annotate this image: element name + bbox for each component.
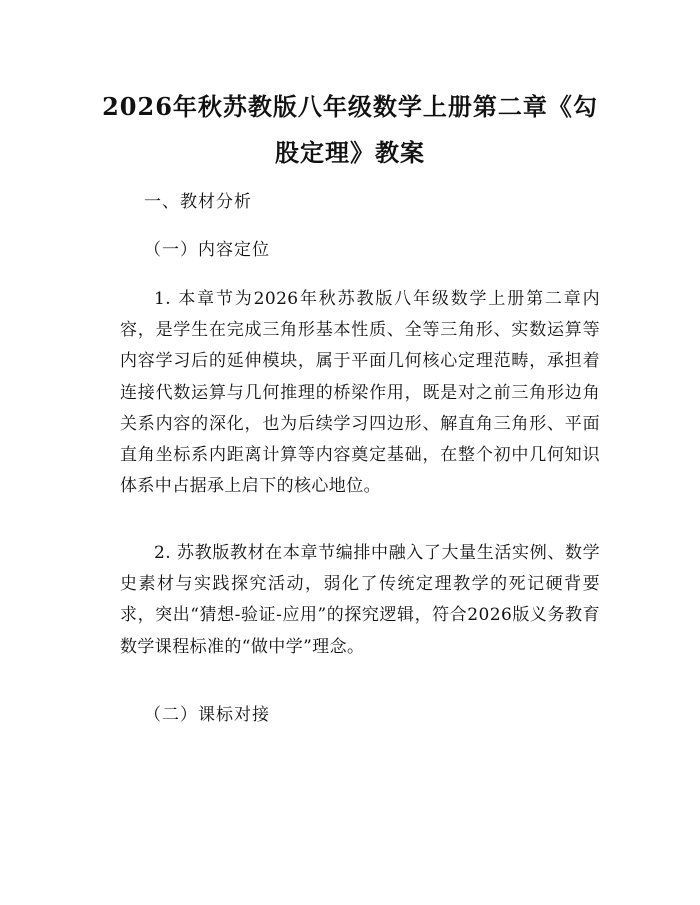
subsection-heading-curriculum-alignment: （二）课标对接 [144, 705, 270, 725]
paragraph-content-positioning: 1. 本章节为2026年秋苏教版八年级数学上册第二章内容，是学生在完成三角形基本性质、全等三角形、实数运算等内容学习后的延伸模块，属于平面几何核心定理范畴，承担着连接代数运算与几何推理的桥梁作用，既是对之前三角形边角关系内容的深化，也为后续学习四边形、解直角三角形、平面直角坐标系内距离计算等内容奠定基础，在整个初中几何知识体系中占据承上启下的核心地位。 [120, 289, 600, 497]
section-heading-textbook-analysis: 一、教材分析 [144, 192, 252, 212]
document-title: 2026年秋苏教版八年级数学上册第二章《勾股定理》教案 [102, 92, 598, 167]
paragraph-textbook-features: 2. 苏教版教材在本章节编排中融入了大量生活实例、数学史素材与实践探究活动，弱化了传统定理教学的死记硬背要求，突出“猜想-验证-应用”的探究逻辑，符合2026版义务教育数学课程标准的“做中学”理念。 [120, 543, 600, 657]
subsection-heading-content-positioning: （一）内容定位 [144, 240, 270, 260]
